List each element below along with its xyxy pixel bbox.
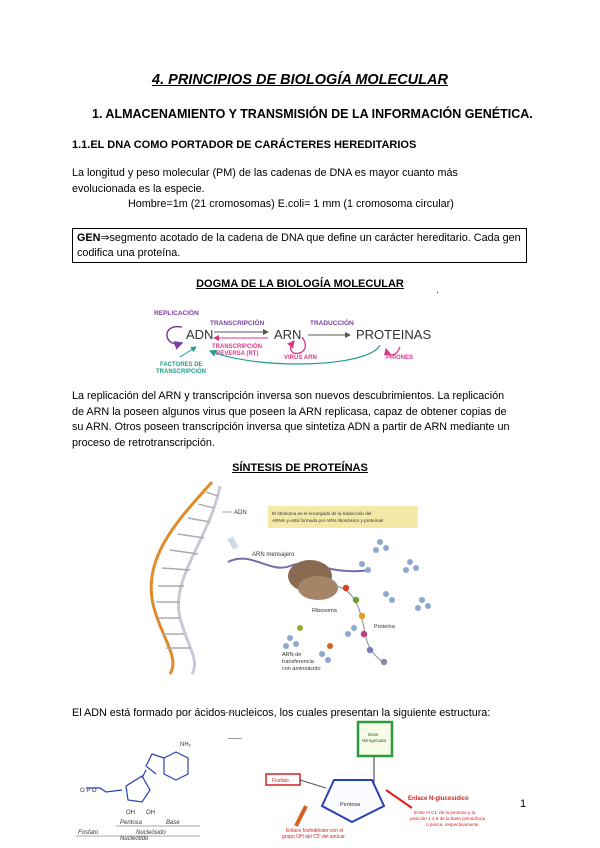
aminoacid (359, 613, 365, 619)
ribosoma-label: Ribosoma (312, 608, 337, 614)
para2-line3: su ARN. Otros poseen transcripción inversa que sintetiza ADN a partir de ARN mediante un (72, 421, 510, 433)
priones-loop (386, 347, 400, 355)
aminoacid (327, 643, 333, 649)
callout-line2: ARNm y está formado por ARN ribosómico y proteínas (272, 518, 384, 523)
oh2-label: OH (146, 810, 155, 816)
base-box-line1: Base (368, 732, 379, 737)
enlace-f-line2: grupo OH del C5' del azúcar (282, 834, 345, 840)
gen-term: GEN (77, 232, 101, 244)
para1-line3: Hombre=1m (21 cromosomas) E.coli= 1 mm (1 cromosoma circular) (128, 198, 454, 210)
aminoacid (297, 625, 303, 631)
factores-arrow (180, 347, 196, 357)
nucleotide-structure (76, 730, 246, 840)
sintesis-heading: SÍNTESIS DE PROTEÍNAS (232, 462, 368, 474)
ribosome-small (298, 576, 338, 600)
factores-label-line2: TRANSCRIPCIÓN (156, 369, 207, 375)
nucleotido-label: Nucleótido (120, 836, 149, 840)
gen-definition-box (72, 228, 527, 263)
replicacion-label: REPLICACIÓN (154, 310, 199, 317)
arnt-label-line2: transferencia (282, 659, 314, 665)
phosphodiester-arrow (296, 806, 306, 826)
pyrimidine-ring (164, 752, 188, 780)
pentosa-box-label: Pentosa (340, 802, 361, 808)
gen-definition: segmento acotado de la cadena de DNA que define un carácter hereditario. Cada gen codifica una proteína. (77, 232, 521, 259)
stray-line (223, 712, 237, 713)
glycosidic-bond (142, 770, 146, 778)
rt-label-line1: TRANSCRIPCIÓN (212, 344, 263, 350)
pentosa-label: Pentosa (120, 820, 143, 826)
page-number: 1 (520, 798, 527, 810)
dna-base-pairs (156, 492, 218, 648)
subsection-heading: 1.1.EL DNA COMO PORTADOR DE CARÁCTERES HEREDITARIOS (72, 139, 417, 151)
dna-strand-1 (151, 482, 212, 674)
proteina-label: Proteína (374, 624, 395, 630)
nh2-label: NH₂ (180, 742, 191, 748)
arn-mensajero-label: ARN mensajero (252, 552, 295, 558)
enlace-n-desc-line1: Entre el C1' de la pentosa y la (414, 810, 476, 815)
aminoacid (367, 647, 373, 653)
nucleotide-schematic (262, 718, 512, 840)
enlace-f-line1: Enlace fosfodiéster con el (286, 828, 344, 834)
para2-line1: La replicación del ARN y transcripción inversa son nuevos descubrimientos. La replicación (72, 390, 505, 402)
para2-line2: de ARN la poseen algunos virus que poseen la ARN replicasa, capaz de obtener copias de (72, 405, 507, 418)
callout-line1: El ribosoma es el encargado de la traducción del (272, 511, 372, 516)
arnt-label-line3: con aminoácido (282, 666, 321, 672)
aminoacid (381, 659, 387, 665)
para1-line1: La longitud y peso molecular (PM) de las cadenas de DNA es mayor cuanto más (72, 167, 458, 179)
virus-arn-label: VIRUS ARN (284, 355, 317, 361)
proteinas-node: PROTEINAS (356, 327, 432, 342)
fosfato-label: Fosfato (78, 830, 99, 836)
mrna-arrow (230, 538, 236, 548)
dogma-heading: DOGMA DE LA BIOLOGÍA MOLECULAR (196, 278, 404, 290)
imidazole-ring (146, 754, 164, 774)
stray-mark: · (436, 287, 439, 297)
enlace-n-label: Enlace N-glucosídico (408, 796, 469, 802)
para1-line2: evolucionada es la especie. (72, 182, 205, 195)
adn-node: ADN (186, 327, 214, 342)
enlace-n-desc-line3: o púrica, respectivamente (426, 822, 479, 827)
paragraph-structure: El ADN está formado por ácidos nucleicos, los cuales presentan la siguiente estructura: (72, 707, 491, 719)
aminoacid (361, 631, 367, 637)
stray-line (228, 738, 242, 739)
para2-line4: proceso de retrotranscripción. (72, 436, 215, 449)
ribosome-callout (268, 506, 418, 528)
section-heading: 1. ALMACENAMIENTO Y TRANSMISIÓN DE LA INFORMACIÓN GENÉTICA. (92, 107, 533, 121)
pentosa-pentagon (322, 780, 384, 822)
phosphodiester-link (300, 780, 326, 788)
factores-label-line1: FACTORES DE (160, 362, 203, 368)
arn-node: ARN (274, 327, 302, 342)
paragraph-length (72, 166, 532, 213)
rt-label-line2: REVERSA (RT) (216, 351, 259, 357)
adn-illus-label: ADN (234, 510, 247, 516)
aminoacid (343, 585, 349, 591)
protein-synthesis-illustration (140, 478, 470, 678)
nucleosido-label: Nucleósido (136, 830, 166, 836)
implies-arrow: ⇒ (100, 232, 110, 244)
phosphate-group: O P O (80, 788, 97, 794)
transcripcion-label: TRANSCRIPCIÓN (210, 320, 265, 327)
paragraph-replication (72, 389, 532, 451)
sugar-ring (126, 776, 150, 802)
base-label: Base (166, 820, 180, 826)
dogma-diagram (150, 305, 460, 377)
page-title: 4. PRINCIPIOS DE BIOLOGÍA MOLECULAR (152, 72, 448, 88)
base-box-line2: Nitrogenada (362, 738, 386, 743)
fosfato-box-label: Fosfato (272, 778, 289, 784)
replication-loop-arrow (167, 327, 182, 344)
arnt-label-line1: ARN de (282, 652, 302, 658)
enlace-n-desc-line2: posición 1 ó 9 de la base pirimidínica (410, 816, 486, 821)
traduccion-label: TRADUCCIÓN (310, 320, 354, 327)
aminoacid (353, 597, 359, 603)
oh1-label: OH (126, 810, 135, 816)
priones-label: PRIONES (386, 355, 414, 361)
